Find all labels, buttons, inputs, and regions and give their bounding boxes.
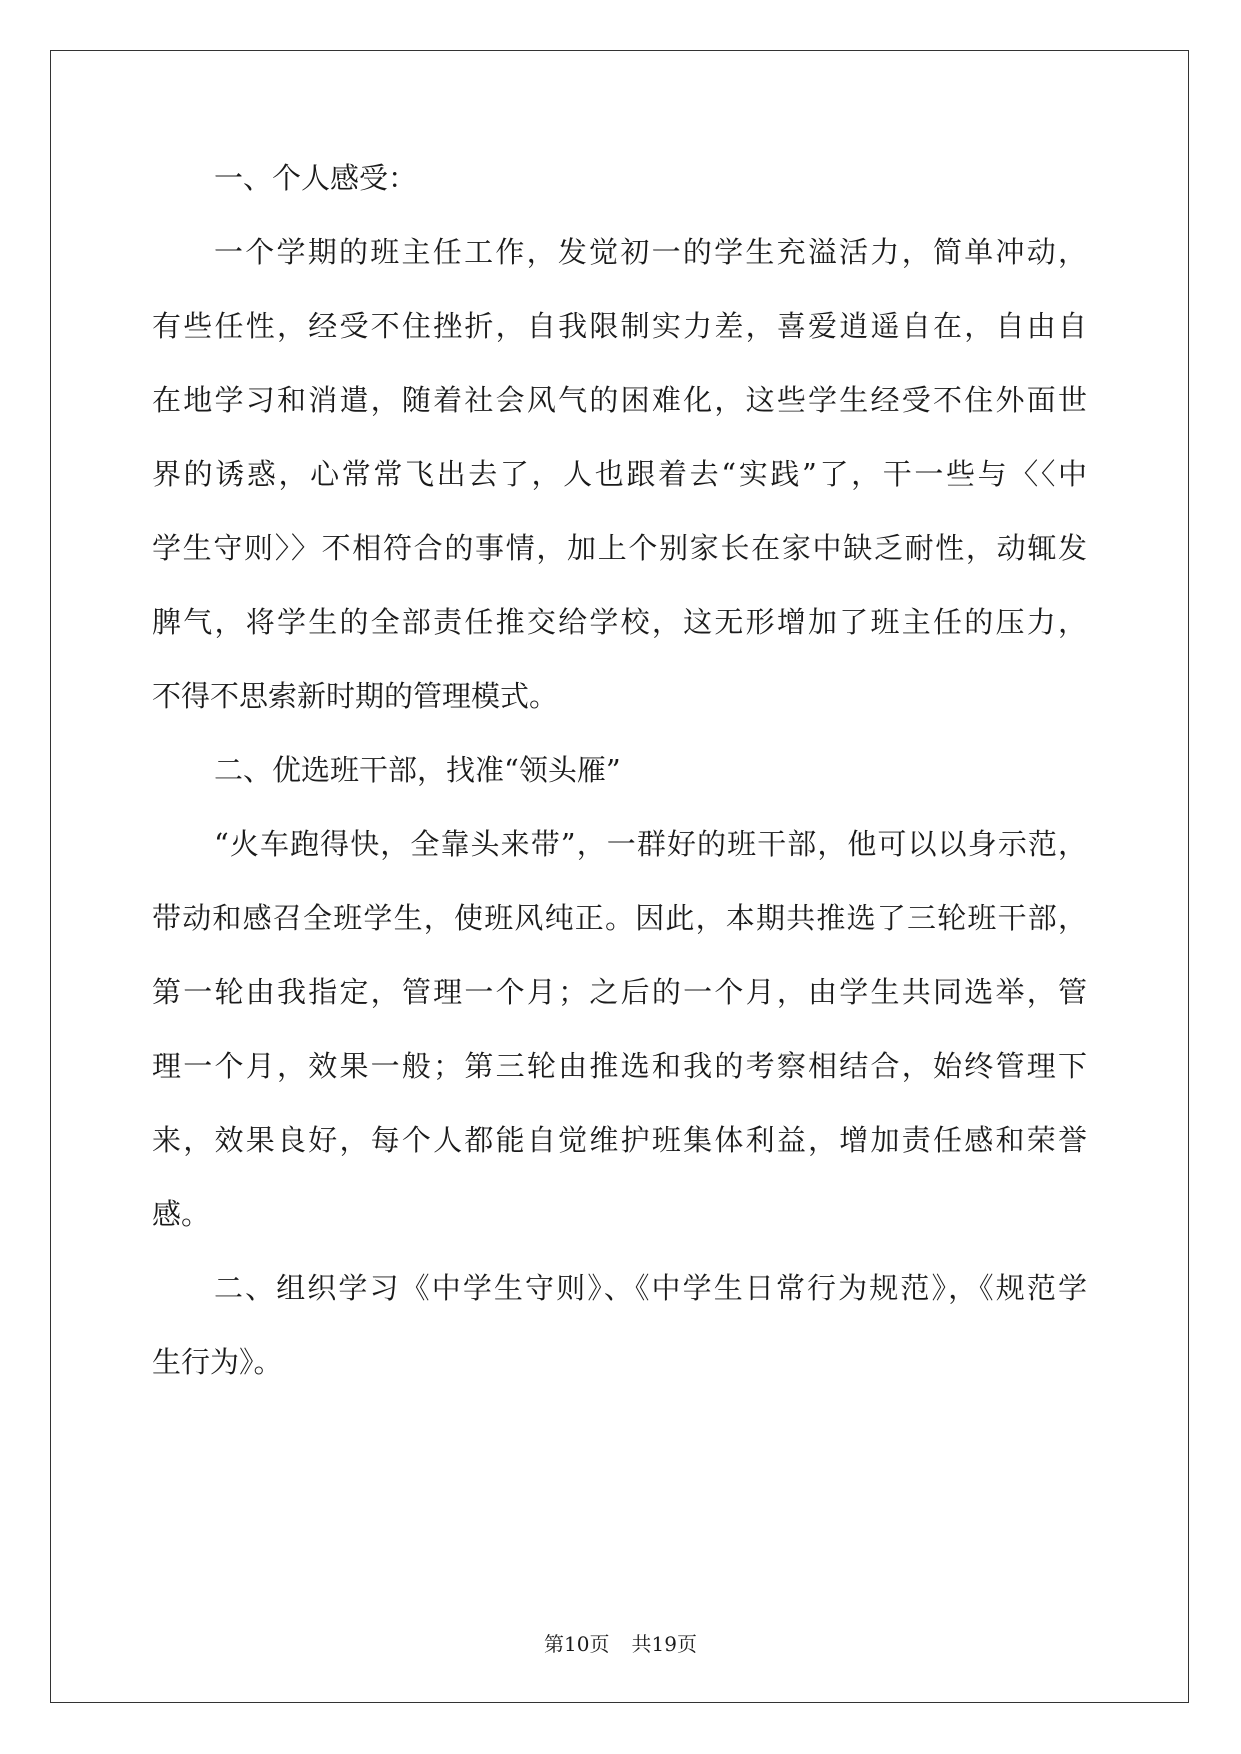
section-heading-1: 一、个人感受： [214,161,418,195]
paragraph-line: 在地学习和消遣，随着社会风气的困难化，这些学生经受不住外面世 [152,383,1087,417]
page-number: 第10页 [544,1632,610,1656]
page-border [50,50,1189,1703]
paragraph-line: 有些任性，经受不住挫折，自我限制实力差，喜爱逍遥自在，自由自 [152,309,1087,343]
paragraph-line: 学生守则〉〉不相符合的事情，加上个别家长在家中缺乏耐性，动辄发 [152,531,1087,565]
page-footer [0,1630,1241,1658]
paragraph-line: 带动和感召全班学生，使班风纯正。因此，本期共推选了三轮班干部， [152,901,1087,935]
paragraph-line: 一个学期的班主任工作，发觉初一的学生充溢活力，简单冲动， [214,235,1087,269]
paragraph-line: 来，效果良好，每个人都能自觉维护班集体利益，增加责任感和荣誉 [152,1123,1087,1157]
section-heading-3: 二、组织学习《中学生守则》、《中学生日常行为规范》，《规范学 [214,1271,1087,1305]
page-total: 共19页 [631,1632,697,1656]
paragraph-line: 界的诱惑，心常常飞出去了，人也跟着去“实践”了，干一些与〈〈中 [152,457,1087,491]
paragraph-line: 不得不思索新时期的管理模式。 [152,679,559,713]
paragraph-line: 感。 [152,1197,211,1231]
paragraph-line: 生行为》。 [152,1345,283,1379]
paragraph-line: 理一个月，效果一般；第三轮由推选和我的考察相结合，始终管理下 [152,1049,1087,1083]
section-heading-2: 二、优选班干部，找准“领头雁” [214,753,621,787]
paragraph-line: “火车跑得快，全靠头来带”，一群好的班干部，他可以以身示范， [214,827,1087,861]
paragraph-line: 脾气，将学生的全部责任推交给学校，这无形增加了班主任的压力， [152,605,1087,639]
paragraph-line: 第一轮由我指定，管理一个月；之后的一个月，由学生共同选举，管 [152,975,1087,1009]
